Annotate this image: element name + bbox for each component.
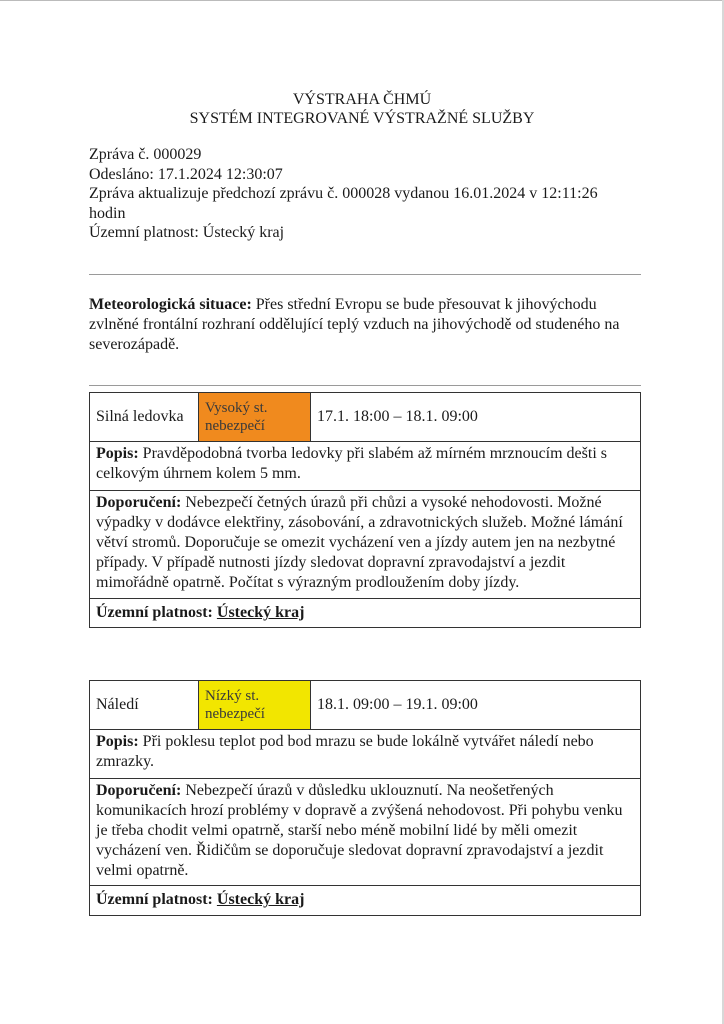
warning-phenomenon: Silná ledovka: [90, 393, 199, 441]
description-label: Popis:: [96, 445, 139, 462]
warning-description: [90, 442, 640, 491]
territory-validity: Územní platnost: Ústecký kraj: [89, 224, 285, 241]
warning-recommendation: [90, 491, 640, 599]
update-note: Zpráva aktualizuje předchozí zprávu č. 000028 vydanou 16.01.2024 v 12:11:26: [89, 185, 598, 202]
territory-label: Územní platnost:: [96, 891, 213, 908]
warning-description: [90, 730, 640, 779]
warning-recommendation: [90, 779, 640, 886]
message-number: Zpráva č. 000029: [89, 146, 202, 163]
document-title: VÝSTRAHA ČHMÚ: [292, 91, 432, 108]
territory-link[interactable]: Ústecký kraj: [216, 891, 305, 908]
warning-table: [89, 392, 641, 628]
description-label: Popis:: [96, 733, 139, 750]
sent-timestamp: Odesláno: 17.1.2024 12:30:07: [89, 165, 283, 183]
warning-table: [89, 680, 641, 916]
warning-territory: [90, 886, 640, 913]
scan-edge-top: [0, 0, 724, 1]
divider: [89, 385, 641, 386]
danger-level-badge: Nízký st. nebezpečí: [199, 681, 311, 729]
territory-label: Územní platnost:: [96, 604, 213, 621]
warning-period: 17.1. 18:00 – 18.1. 09:00: [317, 408, 478, 425]
description-text: Při poklesu teplot pod bod mrazu se bude lokálně vytvářet náledí nebo zmrazky.: [96, 733, 594, 770]
situation-label: Meteorologická situace:: [89, 296, 252, 313]
situation-text: Přes střední Evropu se bude přesouvat k jihovýchodu zvlněné frontální rozhraní oddělující teplý vzduch na jihovýchodě od studeného na severozápadě.: [89, 296, 620, 353]
danger-level-badge: Vysoký st. nebezpečí: [199, 393, 311, 441]
recommendation-label: Doporučení:: [96, 494, 182, 511]
meteorological-situation: [89, 295, 649, 355]
warning-phenomenon: Náledí: [90, 681, 199, 729]
divider: [89, 274, 641, 275]
recommendation-text: Nebezpečí úrazů v důsledku uklouznutí. Na neošetřených komunikacích hrozí problémy v dopravě a zvýšená nehodovost. Při pohybu venku je třeba chodit velmi opatrně, starší nebo méně mobilní lidé by měli omezit vycházení ven. Řidičům se doporučuje sledovat dopravní zpravodajství a jezdit velmi opatrně.: [96, 782, 623, 879]
warning-period: 18.1. 09:00 – 19.1. 09:00: [317, 696, 478, 713]
recommendation-text: Nebezpečí četných úrazů při chůzi a vysoké nehodovosti. Možné výpadky v dodávce elektřiny, zásobování, a zdravotnických služeb. Možné lámání větví stromů. Doporučuje se omezit vycházení ven a jízdy autem jen na nezbytné případy. V případě nutnosti jízdy sledovat dopravní zpravodajství a jezdit mimořádně opatrně. Počítat s výrazným prodloužením doby jízdy.: [96, 494, 623, 591]
warning-header-row: [90, 393, 640, 442]
description-text: Pravděpodobná tvorba ledovky při slabém až mírném mrznoucím dešti s celkovým úhrnem kolem 5 mm.: [96, 445, 607, 482]
warning-header-row: [90, 681, 640, 730]
message-metadata: [89, 145, 649, 243]
warning-territory: [90, 599, 640, 626]
update-note-continued: hodin: [89, 204, 126, 222]
territory-link[interactable]: Ústecký kraj: [216, 604, 305, 621]
recommendation-label: Doporučení:: [96, 782, 182, 799]
document-subtitle: SYSTÉM INTEGROVANÉ VÝSTRAŽNÉ SLUŽBY: [189, 110, 535, 127]
